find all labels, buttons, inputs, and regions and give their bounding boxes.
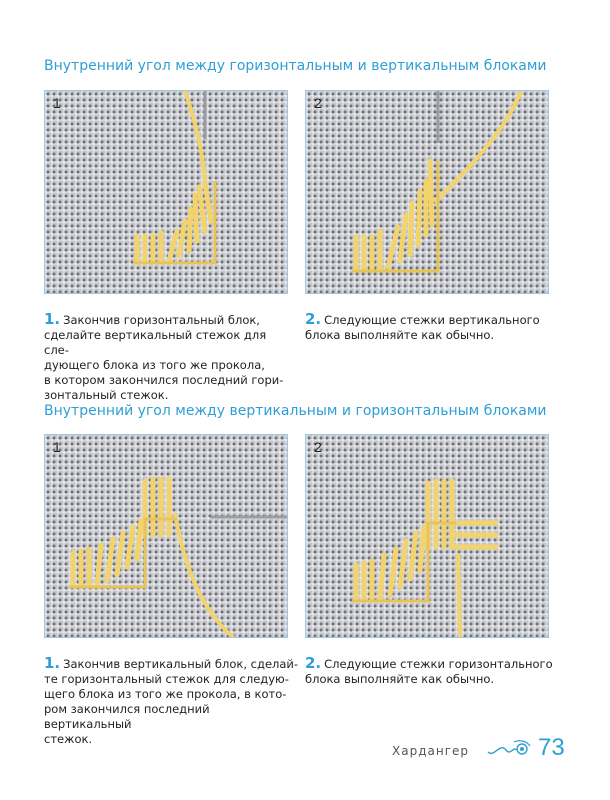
caption-line: Следующие стежки горизонтального	[324, 657, 553, 671]
caption-s1-step2	[305, 312, 555, 343]
caption-number: 2.	[305, 310, 322, 328]
caption-line: стежок.	[44, 732, 93, 746]
caption-s1-step1	[44, 312, 294, 403]
caption-line: щего блока из того же прокола, в кото-	[44, 687, 287, 701]
caption-line: сделайте вертикальный стежок для сле-	[44, 328, 267, 357]
caption-line: зонтальный стежок.	[44, 388, 169, 402]
step-number: 1	[53, 95, 61, 111]
caption-s2-step2	[305, 656, 560, 687]
caption-line: те горизонтальный стежок для следую-	[44, 672, 289, 686]
swirl-logo-icon	[486, 738, 534, 764]
caption-line: Закончив вертикальный блок, сделай-	[63, 657, 299, 671]
caption-line: Следующие стежки вертикального	[324, 313, 540, 327]
page-number: 73	[538, 734, 565, 761]
caption-number: 1.	[44, 310, 61, 328]
caption-line: ром закончился последний вертикальный	[44, 702, 210, 731]
step-number: 2	[314, 95, 322, 111]
section-2-heading: Внутренний угол между вертикальным и горизонтальным блоками	[44, 403, 547, 419]
photo-s2-step2	[305, 434, 549, 638]
footer-book-title: Хардангер	[392, 744, 469, 758]
step-number: 1	[53, 439, 61, 455]
caption-line: Закончив горизонтальный блок,	[63, 313, 260, 327]
photo-s2-step1	[44, 434, 288, 638]
photo-s1-step1	[44, 90, 288, 294]
caption-line: блока выполняйте как обычно.	[305, 328, 495, 342]
section-1-heading: Внутренний угол между горизонтальным и вертикальным блоками	[44, 58, 547, 74]
caption-s2-step1	[44, 656, 299, 747]
photo-s1-step2	[305, 90, 549, 294]
caption-number: 2.	[305, 654, 322, 672]
caption-line: блока выполняйте как обычно.	[305, 672, 495, 686]
caption-line: в котором закончился последний гори-	[44, 373, 284, 387]
caption-line: дующего блока из того же прокола,	[44, 358, 265, 372]
step-number: 2	[314, 439, 322, 455]
caption-number: 1.	[44, 654, 61, 672]
